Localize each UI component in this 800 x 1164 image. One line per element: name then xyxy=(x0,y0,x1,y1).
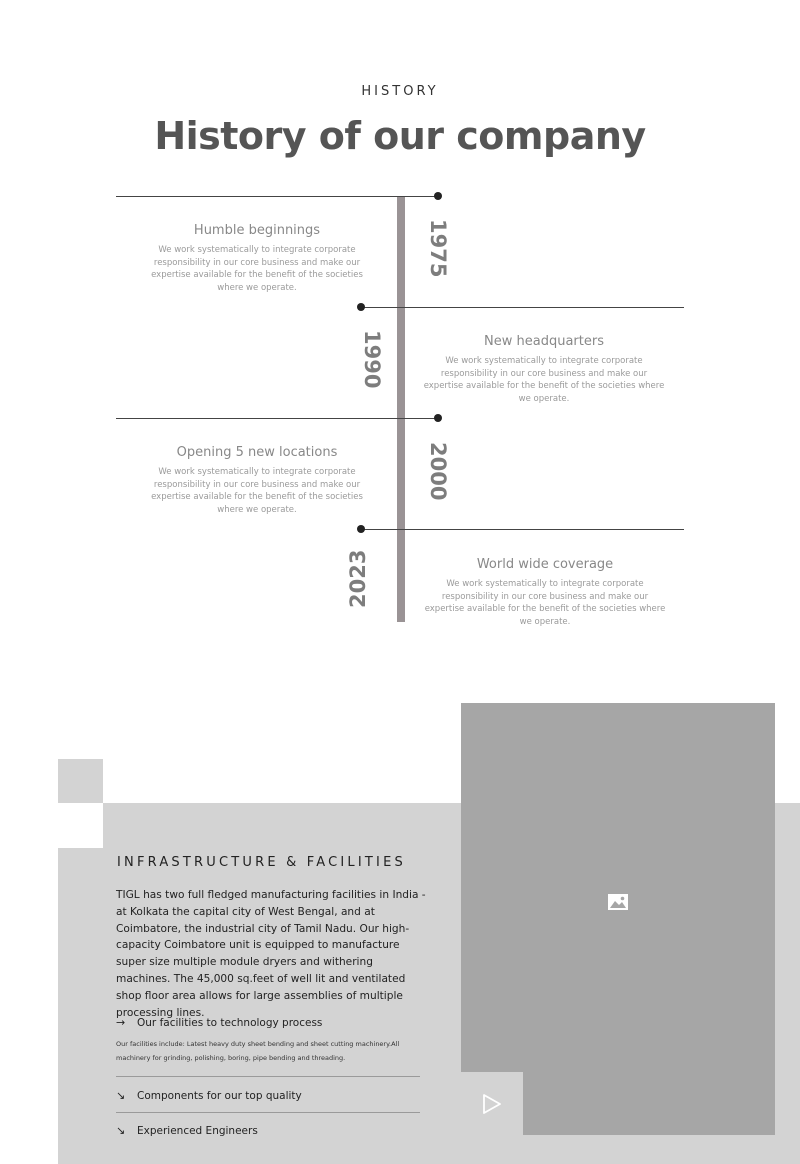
arrow-right-icon: → xyxy=(116,1016,126,1029)
timeline-year: 2023 xyxy=(346,549,370,608)
accordion-description: Our facilities include: Latest heavy duty sheet bending and sheet cutting machinery.All machinery for grinding, polishing, boring, pipe bending and threading. xyxy=(116,1040,400,1062)
timeline-year: 2000 xyxy=(426,442,450,501)
timeline-line xyxy=(116,418,438,419)
accordion-label: Our facilities to technology process xyxy=(137,1016,323,1029)
section-body: TIGL has two full fledged manufacturing facilities in India - at Kolkata the capital city of West Bengal, and at Coimbatore, the industrial city of Tamil Nadu. Our high-capacity Coimbatore unit is equipped to manufacture super size multiple module dryers and withering machines. The 45,000 sq.feet of well lit and ventilated shop floor area allows for large assemblies of multiple processing lines. xyxy=(116,889,426,1019)
play-icon[interactable] xyxy=(482,1093,502,1115)
section-eyebrow: HISTORY xyxy=(361,84,439,99)
timeline-bar xyxy=(397,196,405,622)
image-placeholder-icon xyxy=(608,894,628,910)
timeline-dot xyxy=(434,414,442,422)
timeline-year: 1990 xyxy=(360,330,384,389)
timeline-line xyxy=(116,196,438,197)
divider xyxy=(116,1112,420,1113)
event-description: We work systematically to integrate corporate responsibility in our core business and make our expertise available for the benefit of the societies where we operate. xyxy=(424,579,666,627)
event-title: New headquarters xyxy=(484,334,604,349)
event-title: Opening 5 new locations xyxy=(176,445,338,460)
timeline-dot xyxy=(434,192,442,200)
page-title: History of our company xyxy=(154,114,646,158)
arrow-down-right-icon: ↘ xyxy=(116,1089,126,1102)
event-title: Humble beginnings xyxy=(193,223,321,238)
accordion-label: Experienced Engineers xyxy=(137,1124,258,1137)
accordion-item-components[interactable] xyxy=(116,1089,302,1102)
event-description: We work systematically to integrate corporate responsibility in our core business and make our expertise available for the benefit of the societies where we operate. xyxy=(151,467,363,515)
decorative-square xyxy=(58,759,103,803)
timeline-dot xyxy=(357,303,365,311)
timeline-line xyxy=(361,307,684,308)
event-title: World wide coverage xyxy=(476,557,614,572)
accordion-label: Components for our top quality xyxy=(137,1089,302,1102)
facility-image xyxy=(461,703,775,1135)
accordion-item-technology[interactable] xyxy=(116,1016,322,1029)
arrow-down-right-icon: ↘ xyxy=(116,1124,126,1137)
divider xyxy=(116,1076,420,1077)
accordion-item-engineers[interactable] xyxy=(116,1124,258,1137)
timeline-line xyxy=(361,529,684,530)
timeline-year: 1975 xyxy=(426,219,450,278)
decorative-square xyxy=(58,803,103,848)
section-title: INFRASTRUCTURE & FACILITIES xyxy=(117,855,406,870)
timeline-dot xyxy=(357,525,365,533)
event-description: We work systematically to integrate corporate responsibility in our core business and make our expertise available for the benefit of the societies where we operate. xyxy=(151,245,363,293)
event-description: We work systematically to integrate corporate responsibility in our core business and make our expertise available for the benefit of the societies where we operate. xyxy=(423,356,665,404)
